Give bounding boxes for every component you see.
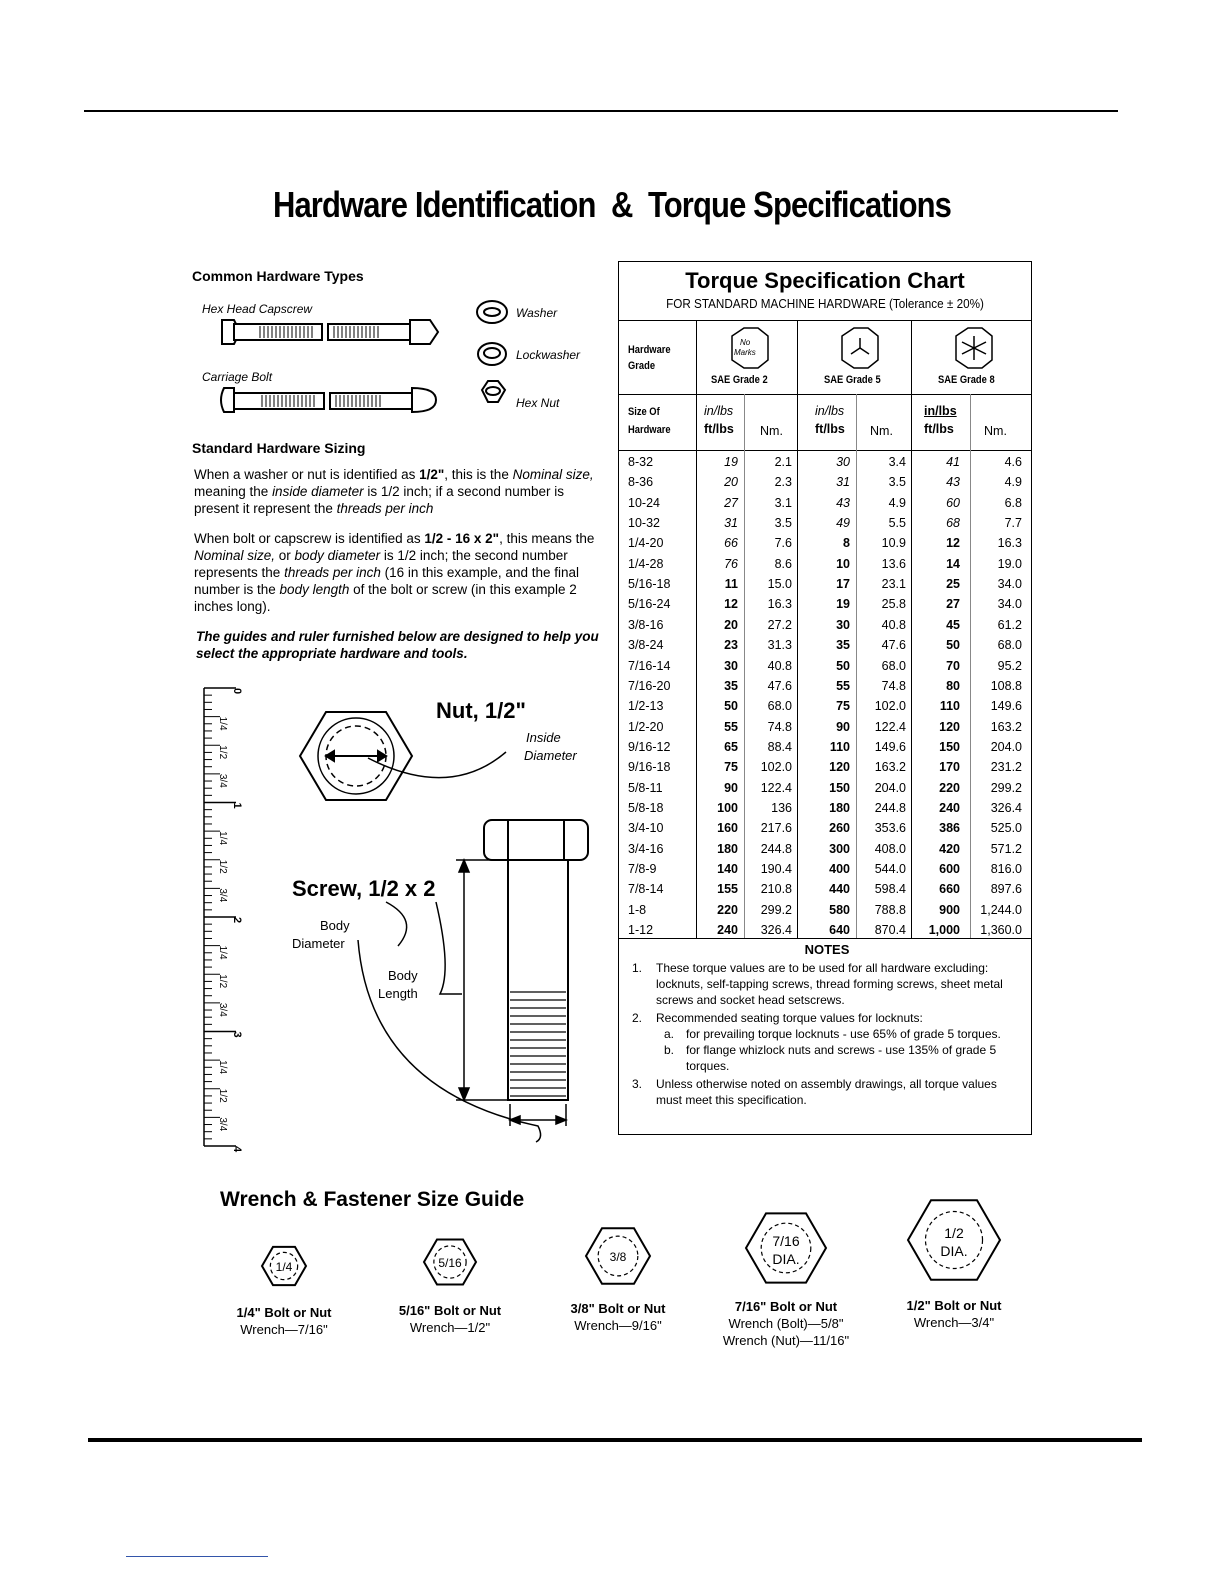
torque-value-cell: 240 [717, 923, 738, 938]
torque-value-cell: 55 [724, 719, 738, 734]
g2-nm-header: Nm. [760, 424, 783, 438]
torque-value-cell: 102.0 [760, 760, 792, 775]
torque-value-cell: 170 [939, 760, 960, 775]
torque-value-cell: 13.6 [881, 556, 906, 571]
torque-value-cell: 90 [836, 719, 850, 734]
torque-value-cell: 204.0 [990, 739, 1022, 754]
torque-value-cell: 571.2 [990, 841, 1022, 856]
hardware-size-cell: 1-12 [628, 923, 654, 938]
torque-value-cell: 386 [939, 821, 960, 836]
inside-label: Inside [526, 730, 561, 745]
torque-value-cell: 788.8 [874, 902, 906, 917]
wrench-size: Wrench—7/16" [240, 1322, 328, 1337]
hardware-size-cell: 9/16-12 [628, 739, 671, 754]
torque-value-cell: 23.1 [881, 577, 906, 592]
torque-value-cell: 19 [724, 455, 738, 469]
washer-label: Washer [516, 306, 558, 320]
hardware-size-cell: 3/4-16 [628, 841, 664, 856]
torque-value-cell: 660 [939, 882, 960, 897]
g5-ftlbs-header: ft/lbs [815, 422, 845, 436]
torque-value-cell: 108.8 [990, 678, 1022, 693]
torque-value-cell: 190.4 [760, 862, 792, 876]
fastener-name: 7/16" Bolt or Nut [734, 1299, 838, 1314]
torque-value-cell: 11 [724, 577, 738, 592]
washer-nut-icons [474, 298, 514, 416]
note-2b: b. for flange whizlock nuts and screws - use 135% of grade 5 torques. [664, 1043, 997, 1073]
lockwasher-label: Lockwasher [516, 348, 581, 362]
nut-label: Nut, 1/2" [436, 698, 526, 723]
torque-value-cell: 47.6 [767, 678, 792, 693]
torque-value-cell: 49 [836, 516, 850, 531]
torque-value-cell: 50 [836, 658, 850, 673]
torque-value-cell: 180 [717, 841, 738, 856]
torque-value-cell: 525.0 [990, 821, 1022, 836]
hardware-size-cell: 8-36 [628, 475, 654, 490]
fastener-guide-label [360, 1302, 540, 1336]
torque-value-cell: 41 [946, 455, 960, 469]
torque-value-cell: 816.0 [990, 862, 1022, 876]
torque-value-cell: 20 [724, 617, 738, 632]
torque-value-cell: 400 [829, 862, 850, 876]
torque-value-cell: 598.4 [874, 882, 906, 897]
hardware-size-cell: 3/8-16 [628, 617, 664, 632]
torque-value-cell: 220 [717, 902, 738, 917]
torque-value-cell: 7.7 [1004, 516, 1022, 531]
torque-value-cell: 76 [724, 556, 738, 571]
torque-value-cell: 30 [724, 658, 738, 673]
torque-value-cell: 31 [724, 516, 738, 531]
bottom-rule [88, 1438, 1142, 1442]
torque-value-cell: 8.6 [774, 556, 792, 571]
torque-value-cell: 544.0 [874, 862, 906, 876]
torque-value-cell: 326.4 [990, 800, 1022, 815]
ruler-tick-label: 3/4 [217, 1002, 228, 1017]
grade2-label: SAE Grade 2 [711, 374, 768, 386]
hardware-size-cell: 1/4-28 [628, 556, 664, 571]
fastener-dia-label: DIA. [940, 1243, 968, 1259]
hardware-size-cell: 5/8-11 [628, 780, 663, 795]
torque-value-cell: 870.4 [874, 923, 906, 938]
torque-value-cell: 231.2 [990, 760, 1022, 775]
common-types-heading: Common Hardware Types [192, 268, 364, 284]
torque-value-cell: 244.8 [874, 800, 906, 815]
torque-value-cell: 10.9 [881, 536, 906, 551]
sizing-paragraph-1: When a washer or nut is identified as 1/2", this is the Nominal size, meaning the inside diameter is 1/2 inch; if a second number is present it represent the threads per inch [194, 467, 594, 516]
g5-inlbs-header: in/lbs [815, 404, 845, 418]
torque-value-cell: 14 [946, 556, 960, 571]
size-header-2: Hardware [628, 424, 671, 436]
hardware-size-cell: 10-32 [628, 516, 660, 531]
fastener-guide-label [528, 1300, 708, 1334]
body-diameter-label: Diameter [292, 936, 345, 951]
ruler-tick-label: 2 [231, 917, 243, 924]
torque-value-cell: 65 [724, 739, 738, 754]
ruler-tick-label: 1/4 [217, 716, 228, 731]
fastener-guide-label [194, 1304, 374, 1338]
torque-value-cell: 299.2 [990, 780, 1022, 795]
torque-value-cell: 35 [724, 678, 738, 693]
screw-diagram-icon [484, 820, 588, 1100]
note-1: 1. These torque values are to be used for all hardware excluding: locknuts, self-tapping screws, thread forming screws, sheet metal screws and socket head setscrews. [632, 961, 1003, 1007]
hardware-size-cell: 5/8-18 [628, 800, 664, 815]
sizing-heading: Standard Hardware Sizing [192, 440, 366, 456]
hardware-size-cell: 7/16-14 [628, 658, 671, 673]
torque-value-cell: 3.4 [888, 455, 906, 469]
torque-notes [632, 942, 1022, 1108]
fastener-guide-label [696, 1298, 876, 1349]
hardware-grade-header-2: Grade [628, 360, 656, 372]
hardware-size-cell: 7/8-9 [628, 862, 657, 876]
torque-value-cell: 60 [946, 495, 960, 510]
g2-inlbs-header: in/lbs [704, 404, 734, 418]
torque-value-cell: 50 [724, 699, 738, 714]
body-label: Body [320, 918, 350, 933]
torque-value-cell: 74.8 [881, 678, 906, 693]
torque-value-cell: 140 [717, 862, 738, 876]
torque-value-cell: 16.3 [997, 536, 1022, 551]
torque-value-cell: 70 [946, 658, 960, 673]
torque-value-cell: 326.4 [760, 923, 792, 938]
torque-value-cell: 68.0 [767, 699, 792, 714]
torque-value-cell: 299.2 [760, 902, 792, 917]
ruler-tick-label: 0 [231, 688, 243, 695]
torque-value-cell: 160 [717, 821, 738, 836]
hardware-size-cell: 8-32 [628, 455, 654, 469]
hardware-size-cell: 9/16-18 [628, 760, 671, 775]
lockwasher-icon [478, 343, 506, 365]
torque-value-cell: 102.0 [874, 699, 906, 714]
torque-value-cell: 7.6 [774, 536, 792, 551]
hardware-size-cell: 5/16-24 [628, 597, 671, 612]
torque-value-cell: 25.8 [881, 597, 906, 612]
torque-value-cell: 150 [939, 739, 960, 754]
torque-value-cell: 10 [836, 556, 850, 571]
torque-value-cell: 31 [836, 475, 850, 490]
torque-value-cell: 3.5 [774, 516, 792, 531]
torque-value-cell: 420 [939, 841, 960, 856]
torque-value-cell: 2.1 [774, 455, 792, 469]
torque-value-cell: 217.6 [760, 821, 792, 836]
torque-value-cell: 20 [724, 475, 738, 490]
torque-value-cell: 1,000 [928, 923, 960, 938]
carriage-bolt-icon [221, 388, 436, 412]
screw-label: Screw, 1/2 x 2 [292, 876, 436, 901]
torque-value-cell: 440 [829, 882, 850, 897]
torque-value-cell: 27.2 [767, 617, 792, 632]
torque-value-cell: 110 [829, 739, 850, 754]
torque-value-cell: 353.6 [874, 821, 906, 836]
torque-value-cell: 75 [836, 699, 850, 714]
torque-value-cell: 900 [939, 902, 960, 917]
hex-nut-icon [482, 381, 505, 402]
torque-value-cell: 75 [724, 760, 738, 775]
torque-value-cell: 3.1 [774, 495, 792, 510]
torque-value-cell: 2.3 [774, 475, 792, 490]
torque-value-cell: 47.6 [881, 638, 906, 653]
carriage-bolt-label: Carriage Bolt [202, 370, 273, 384]
torque-chart-title: Torque Specification Chart [685, 268, 965, 293]
diameter-label: Diameter [524, 748, 577, 763]
g8-nm-header: Nm. [984, 424, 1007, 438]
torque-value-cell: 1,360.0 [980, 923, 1022, 938]
chart-col-rule-6 [970, 394, 971, 938]
torque-value-cell: 640 [829, 923, 850, 938]
torque-value-cell: 244.8 [760, 841, 792, 856]
hardware-size-cell: 1-8 [628, 902, 647, 917]
torque-value-cell: 45 [946, 617, 960, 632]
note-2: 2. Recommended seating torque values for locknuts: [632, 1011, 923, 1025]
wrench-size-nut: Wrench (Nut)—11/16" [722, 1333, 850, 1348]
torque-value-cell: 8 [843, 536, 850, 551]
ruler-tick-label: 1/2 [217, 859, 228, 874]
torque-value-cell: 30 [836, 617, 850, 632]
note-3: 3. Unless otherwise noted on assembly drawings, all torque values must meet this specification. [632, 1077, 997, 1107]
wrench-size: Wrench—3/4" [913, 1315, 995, 1330]
ruler-tick-label: 3 [231, 1031, 243, 1038]
torque-value-cell: 1,244.0 [980, 902, 1022, 917]
torque-value-cell: 4.6 [1004, 455, 1022, 469]
washer-icon [477, 301, 507, 323]
hex-head-capscrew-icon [222, 320, 438, 344]
fastener-guide-label [864, 1297, 1044, 1331]
torque-value-cell: 19.0 [997, 556, 1022, 571]
hardware-size-cell: 7/8-14 [628, 882, 664, 897]
inch-ruler [196, 680, 256, 1170]
body-length-label-1: Body [388, 968, 418, 983]
torque-value-cell: 4.9 [1004, 475, 1022, 490]
torque-value-cell: 408.0 [874, 841, 906, 856]
torque-chart-subtitle: FOR STANDARD MACHINE HARDWARE (Tolerance ± 20%) [666, 296, 984, 311]
hardware-size-cell: 1/2-13 [628, 699, 664, 714]
torque-value-cell: 210.8 [760, 882, 792, 897]
wrench-size: Wrench (Bolt)—5/8" [728, 1316, 844, 1331]
torque-value-cell: 30 [836, 455, 850, 469]
torque-value-cell: 149.6 [874, 739, 906, 754]
chart-col-rule-4 [744, 394, 745, 938]
wrench-size: Wrench—1/2" [409, 1320, 491, 1335]
hardware-size-cell: 5/16-18 [628, 577, 671, 592]
ruler-tick-label: 3/4 [217, 888, 228, 903]
fastener-size-label: 5/16 [438, 1256, 462, 1270]
hex-head-label: Hex Head Capscrew [202, 302, 313, 316]
torque-value-cell: 55 [836, 678, 850, 693]
fastener-hex-icon [741, 1203, 831, 1293]
hardware-grade-header-1: Hardware [628, 344, 671, 356]
hardware-size-cell: 1/4-20 [628, 536, 664, 551]
torque-value-cell: 34.0 [997, 597, 1022, 612]
torque-value-cell: 897.6 [990, 882, 1022, 897]
torque-value-cell: 5.5 [888, 516, 906, 531]
no-marks-2: Marks [734, 348, 756, 357]
notes-title: NOTES [804, 942, 850, 957]
note-2a: a. for prevailing torque locknuts - use 65% of grade 5 torques. [664, 1027, 1001, 1041]
fastener-size-label: 1/2 [944, 1225, 964, 1241]
sizing-paragraph-2: When bolt or capscrew is identified as 1/2 - 16 x 2", this means the Nominal size, or body diameter is 1/2 inch; the second number represents the threads per inch (16 in this example, and the final number is the body length of the bolt or screw (in this example 2 inches long). [194, 531, 595, 614]
chart-col-rule-2 [797, 320, 798, 938]
chart-col-rule-3 [911, 320, 912, 938]
hex-nut-label: Hex Nut [516, 396, 560, 410]
grade8-label: SAE Grade 8 [938, 374, 995, 386]
torque-value-cell: 68.0 [997, 638, 1022, 653]
wrench-guide-title: Wrench & Fastener Size Guide [220, 1188, 525, 1211]
torque-value-cell: 66 [724, 536, 738, 551]
fastener-name: 1/2" Bolt or Nut [906, 1298, 1002, 1313]
torque-value-cell: 260 [829, 821, 850, 836]
torque-value-cell: 155 [717, 882, 738, 897]
grade5-mark-icon [834, 326, 884, 372]
torque-value-cell: 95.2 [997, 658, 1022, 673]
hardware-size-cell: 3/4-10 [628, 821, 664, 836]
ruler-tick-label: 1/2 [217, 974, 228, 989]
torque-value-cell: 180 [829, 800, 850, 815]
torque-value-cell: 23 [724, 638, 738, 653]
torque-value-cell: 3.5 [888, 475, 906, 490]
nut-diagram-icon [300, 712, 506, 800]
ruler-tick-label: 3/4 [217, 1117, 228, 1132]
torque-value-cell: 90 [724, 780, 738, 795]
g2-ftlbs-header: ft/lbs [704, 422, 734, 436]
torque-value-cell: 6.8 [1004, 495, 1022, 510]
fastener-dia-label: DIA. [772, 1251, 800, 1267]
torque-value-cell: 25 [946, 577, 960, 592]
torque-value-cell: 600 [939, 862, 960, 876]
fastener-size-label: 7/16 [772, 1233, 800, 1249]
fastener-size-label: 3/8 [609, 1250, 627, 1264]
grade5-label: SAE Grade 5 [824, 374, 881, 386]
wrench-size: Wrench—9/16" [574, 1318, 662, 1333]
torque-value-cell: 68.0 [881, 658, 906, 673]
hardware-types-illustration [200, 312, 450, 422]
torque-value-cell: 150 [829, 780, 850, 795]
torque-value-cell: 220 [939, 780, 960, 795]
chart-col-rule-5 [856, 394, 857, 938]
fastener-name: 3/8" Bolt or Nut [570, 1301, 666, 1316]
torque-value-cell: 31.3 [767, 638, 792, 653]
torque-value-cell: 35 [836, 638, 850, 653]
ruler-tick-label: 3/4 [217, 773, 228, 788]
torque-value-cell: 110 [939, 699, 960, 714]
chart-rule-1 [618, 320, 1032, 321]
hardware-size-cell: 10-24 [628, 495, 660, 510]
ruler-tick-label: 1/4 [217, 945, 228, 960]
fastener-hex-icon [257, 1239, 311, 1293]
fastener-size-label: 1/4 [275, 1260, 293, 1274]
torque-value-cell: 80 [946, 678, 960, 693]
no-marks-1: No [740, 338, 751, 347]
torque-value-cell: 300 [829, 841, 850, 856]
torque-value-cell: 43 [946, 475, 960, 490]
fastener-hex-icon [419, 1231, 481, 1293]
footer-link-line [126, 1556, 268, 1557]
torque-value-cell: 122.4 [760, 780, 792, 795]
torque-value-cell: 61.2 [997, 617, 1022, 632]
torque-value-cell: 34.0 [997, 577, 1022, 592]
torque-value-cell: 27 [724, 495, 738, 510]
torque-value-cell: 580 [829, 902, 850, 917]
torque-value-cell: 88.4 [767, 739, 792, 754]
torque-value-cell: 100 [717, 800, 738, 815]
hardware-size-cell: 7/16-20 [628, 678, 671, 693]
body-length-label-2: Length [378, 986, 418, 1001]
torque-value-cell: 50 [946, 638, 960, 653]
torque-value-cell: 12 [724, 597, 738, 612]
torque-value-cell: 163.2 [990, 719, 1022, 734]
torque-value-cell: 40.8 [881, 617, 906, 632]
ruler-tick-label: 1 [231, 802, 243, 809]
torque-value-cell: 17 [836, 577, 850, 592]
ruler-tick-label: 1/4 [217, 1060, 228, 1075]
guide-note: The guides and ruler furnished below are designed to help you select the appropriate hardware and tools. [196, 629, 599, 661]
page-title: Hardware Identification & Torque Specifications [272, 184, 952, 225]
torque-value-cell: 19 [836, 597, 850, 612]
g5-nm-header: Nm. [870, 424, 893, 438]
fastener-name: 5/16" Bolt or Nut [398, 1303, 502, 1318]
torque-value-cell: 163.2 [874, 760, 906, 775]
torque-value-cell: 149.6 [990, 699, 1022, 714]
g8-inlbs-header: in/lbs [924, 404, 957, 418]
torque-value-cell: 68 [946, 516, 960, 531]
torque-value-cell: 120 [829, 760, 850, 775]
ruler-tick-label: 4 [231, 1146, 243, 1153]
size-header-1: Size Of [628, 406, 660, 418]
ruler-tick-label: 1/2 [217, 1088, 228, 1103]
fastener-hex-icon [581, 1219, 655, 1293]
torque-value-cell: 40.8 [767, 658, 792, 673]
torque-value-cell: 120 [939, 719, 960, 734]
torque-value-cell: 74.8 [767, 719, 792, 734]
hardware-size-cell: 1/2-20 [628, 719, 664, 734]
ruler-tick-label: 1/2 [217, 745, 228, 760]
torque-value-cell: 136 [771, 800, 792, 815]
grade8-mark-icon [948, 326, 998, 372]
g8-ftlbs-header: ft/lbs [924, 422, 954, 436]
hardware-size-cell: 3/8-24 [628, 638, 664, 653]
fastener-hex-icon [903, 1189, 1005, 1291]
torque-value-cell: 204.0 [874, 780, 906, 795]
torque-value-cell: 12 [946, 536, 960, 551]
top-rule [84, 110, 1118, 112]
torque-value-cell: 27 [946, 597, 960, 612]
torque-value-cell: 43 [836, 495, 850, 510]
torque-value-cell: 4.9 [888, 495, 906, 510]
fastener-name: 1/4" Bolt or Nut [236, 1305, 332, 1320]
torque-value-cell: 122.4 [874, 719, 906, 734]
ruler-tick-label: 1/4 [217, 831, 228, 846]
torque-value-cell: 240 [939, 800, 960, 815]
torque-value-cell: 16.3 [767, 597, 792, 612]
torque-value-cell: 15.0 [767, 577, 792, 592]
